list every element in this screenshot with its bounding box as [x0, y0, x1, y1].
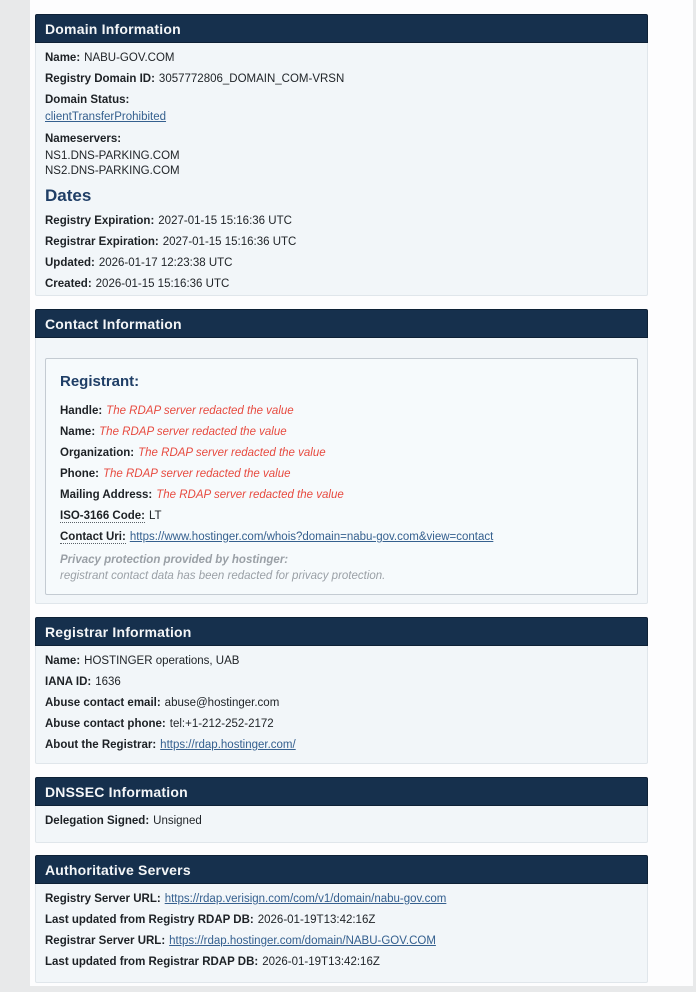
iana-id-row: [45, 675, 638, 689]
nameserver-2: NS2.DNS-PARKING.COM: [45, 165, 180, 177]
created-value: 2026-01-15 15:16:36 UTC: [95, 278, 230, 290]
domain-status-link[interactable]: clientTransferProhibited: [45, 111, 167, 123]
abuse-email-row: [45, 696, 638, 710]
registry-expiration-row: [45, 214, 638, 228]
domain-status-group: [45, 93, 638, 125]
registry-expiration-value: 2027-01-15 15:16:36 UTC: [158, 215, 292, 227]
contact-information-body: [35, 338, 648, 604]
organization-row: [60, 446, 623, 460]
registrant-heading: Registrant:: [60, 373, 140, 390]
domain-status-label: Domain Status:: [45, 94, 130, 106]
registrar-name-label: Name:: [45, 655, 81, 667]
registrar-rdap-updated-row: [45, 955, 638, 969]
registrar-rdap-updated-value: 2026-01-19T13:42:16Z: [262, 956, 380, 968]
nameservers-label: Nameservers:: [45, 133, 122, 145]
registrant-box: [45, 358, 638, 595]
privacy-protection-block: [60, 552, 623, 584]
domain-name-label: Name:: [45, 52, 81, 64]
mailing-address-row: [60, 488, 623, 502]
registry-rdap-updated-value: 2026-01-19T13:42:16Z: [257, 914, 376, 926]
iso-code-label: ISO-3166 Code:: [60, 510, 145, 522]
registry-domain-id-row: [45, 72, 638, 86]
delegation-signed-row: [45, 814, 638, 828]
phone-row: [60, 467, 623, 481]
iso-code-value: LT: [149, 510, 162, 522]
dnssec-information-card: [35, 777, 648, 843]
privacy-protection-title: Privacy protection provided by hostinger:: [60, 554, 289, 566]
registry-expiration-label: Registry Expiration:: [45, 215, 155, 227]
iana-id-label: IANA ID:: [45, 676, 92, 688]
privacy-protection-note: registrant contact data has been redacted for privacy protection.: [60, 570, 386, 582]
dnssec-information-body: [35, 806, 648, 843]
nameserver-1: NS1.DNS-PARKING.COM: [45, 150, 180, 162]
contact-name-label: Name:: [60, 426, 96, 438]
updated-label: Updated:: [45, 257, 95, 269]
registrar-rdap-updated-label: Last updated from Registrar RDAP DB:: [45, 956, 259, 968]
registry-server-url-link[interactable]: https://rdap.verisign.com/com/v1/domain/nabu-gov.com: [164, 893, 447, 905]
dnssec-information-header: DNSSEC Information: [35, 777, 648, 806]
registrar-expiration-row: [45, 235, 638, 249]
abuse-phone-value: tel:+1-212-252-2172: [169, 718, 274, 730]
delegation-signed-value: Unsigned: [153, 815, 202, 827]
registry-server-url-label: Registry Server URL:: [45, 893, 161, 905]
delegation-signed-label: Delegation Signed:: [45, 815, 150, 827]
domain-name-value: NABU-GOV.COM: [84, 52, 175, 64]
registry-server-url-row: [45, 892, 638, 906]
about-registrar-link[interactable]: https://rdap.hostinger.com/: [160, 739, 296, 751]
iso-code-row: [60, 509, 623, 523]
updated-value: 2026-01-17 12:23:38 UTC: [98, 257, 233, 269]
contact-uri-label: Contact Uri:: [60, 531, 126, 543]
mailing-address-label: Mailing Address:: [60, 489, 153, 501]
contact-information-card: [35, 309, 648, 604]
domain-information-card: [35, 14, 648, 296]
abuse-phone-label: Abuse contact phone:: [45, 718, 166, 730]
handle-redacted-value: The RDAP server redacted the value: [106, 405, 294, 417]
contact-information-header: Contact Information: [35, 309, 648, 338]
authoritative-servers-card: [35, 855, 648, 983]
contact-uri-row: [60, 530, 623, 544]
created-row: [45, 277, 638, 291]
updated-row: [45, 256, 638, 270]
authoritative-servers-body: [35, 884, 648, 983]
authoritative-servers-header: Authoritative Servers: [35, 855, 648, 884]
domain-information-header: Domain Information: [35, 14, 648, 43]
abuse-phone-row: [45, 717, 638, 731]
created-label: Created:: [45, 278, 92, 290]
registry-rdap-updated-row: [45, 913, 638, 927]
registrar-name-value: HOSTINGER operations, UAB: [84, 655, 240, 667]
about-registrar-label: About the Registrar:: [45, 739, 157, 751]
contact-name-redacted-value: The RDAP server redacted the value: [99, 426, 287, 438]
phone-redacted-value: The RDAP server redacted the value: [102, 468, 291, 480]
handle-row: [60, 404, 623, 418]
about-registrar-row: [45, 738, 638, 752]
registrar-information-header: Registrar Information: [35, 617, 648, 646]
registrar-server-url-label: Registrar Server URL:: [45, 935, 166, 947]
registrar-server-url-row: [45, 934, 638, 948]
registry-domain-id-label: Registry Domain ID:: [45, 73, 155, 85]
iana-id-value: 1636: [95, 676, 121, 688]
registrar-expiration-value: 2027-01-15 15:16:36 UTC: [162, 236, 297, 248]
dates-heading: Dates: [45, 186, 92, 205]
phone-label: Phone:: [60, 468, 99, 480]
registrar-information-body: [35, 646, 648, 764]
organization-label: Organization:: [60, 447, 135, 459]
registrar-server-url-link[interactable]: https://rdap.hostinger.com/domain/NABU-GOV.COM: [169, 935, 436, 947]
abuse-email-label: Abuse contact email:: [45, 697, 161, 709]
rdap-results-page: [30, 0, 693, 986]
domain-name-row: [45, 51, 638, 65]
abuse-email-value: abuse@hostinger.com: [164, 697, 280, 709]
handle-label: Handle:: [60, 405, 103, 417]
registrar-name-row: [45, 654, 638, 668]
nameservers-group: [45, 132, 638, 179]
registry-rdap-updated-label: Last updated from Registry RDAP DB:: [45, 914, 254, 926]
registrar-expiration-label: Registrar Expiration:: [45, 236, 159, 248]
domain-information-body: [35, 43, 648, 296]
contact-name-row: [60, 425, 623, 439]
mailing-address-redacted-value: The RDAP server redacted the value: [156, 489, 344, 501]
registry-domain-id-value: 3057772806_DOMAIN_COM-VRSN: [158, 73, 345, 85]
organization-redacted-value: The RDAP server redacted the value: [138, 447, 326, 459]
contact-uri-link[interactable]: https://www.hostinger.com/whois?domain=nabu-gov.com&view=contact: [129, 531, 494, 543]
registrar-information-card: [35, 617, 648, 764]
